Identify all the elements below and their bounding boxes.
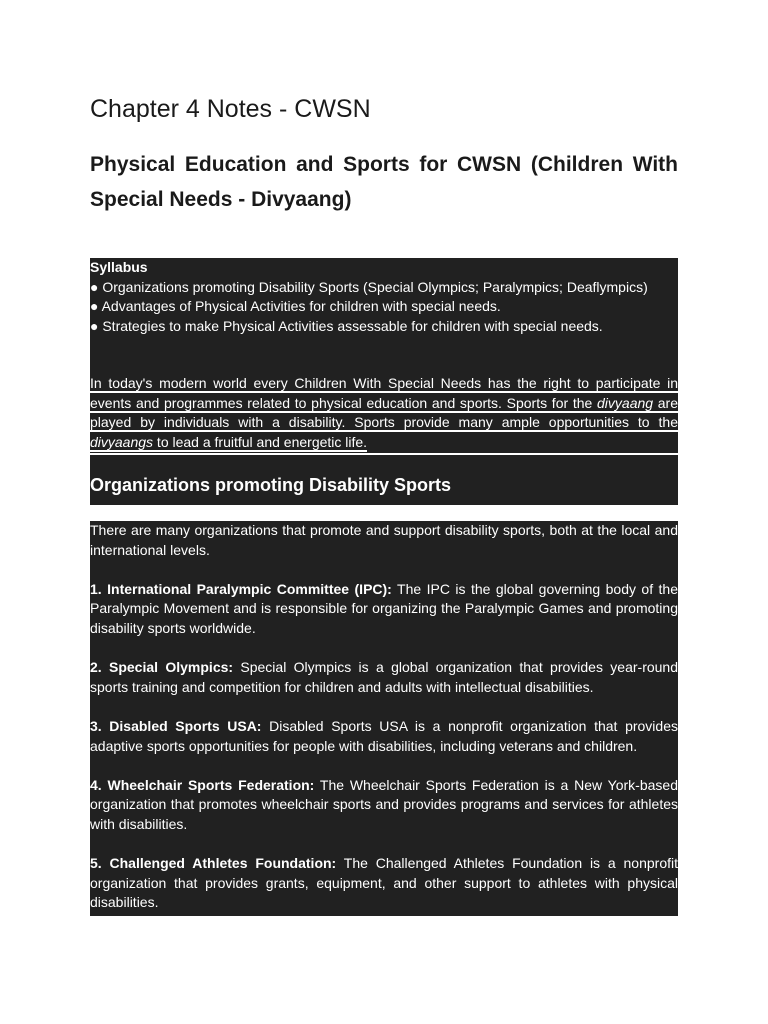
org-entry <box>90 776 678 835</box>
section-heading: Organizations promoting Disability Sports <box>90 475 452 495</box>
intro-emphasis: divyaangs <box>90 433 154 450</box>
intro-text: to lead a fruitful and energetic life. <box>153 433 368 450</box>
org-name: 4. Wheelchair Sports Federation: <box>90 776 315 793</box>
org-desc: Special Olympics is a global organization that provides year-round sports training and competition for children and adults with intellectual disabilities. <box>90 659 679 695</box>
intro-text: In today's modern world every Children With Special Needs has the right to participate in events and programmes related to physical education and sports. Sports for the <box>90 375 678 411</box>
org-entry <box>90 717 678 756</box>
org-entry <box>90 658 678 697</box>
organizations-block <box>90 521 678 916</box>
intro-paragraph <box>90 374 678 452</box>
org-desc: The Challenged Athletes Foundation is a nonprofit organization that provides grants, equipment, and other support to athletes with physical disabilities. <box>90 855 678 911</box>
syllabus-heading: Syllabus <box>90 259 148 275</box>
page-title: Chapter 4 Notes - CWSN <box>90 95 371 123</box>
org-desc: The IPC is the global governing body of the Paralympic Movement and is responsible for organizing the Paralympic Games and promoting disability sports worldwide. <box>90 580 679 636</box>
intro-text: are played by individuals with a disability. Sports provide many ample opportunities to the <box>90 394 678 431</box>
org-name: 2. Special Olympics: <box>90 659 234 676</box>
section-intro: There are many organizations that promote and support disability sports, both at the local and international levels. <box>90 522 678 558</box>
org-name: 1. International Paralympic Committee (IPC): <box>90 580 392 597</box>
section-heading-bar <box>90 455 678 505</box>
intro-emphasis: divyaang <box>597 394 654 411</box>
org-name: 3. Disabled Sports USA: <box>90 717 262 734</box>
syllabus-block <box>90 258 678 453</box>
syllabus-item: ● Organizations promoting Disability Sports (Special Olympics; Paralympics; Deaflympics) <box>90 278 648 295</box>
org-name: 5. Challenged Athletes Foundation: <box>90 855 337 872</box>
org-entry <box>90 854 678 913</box>
syllabus-item: ● Strategies to make Physical Activities assessable for children with special needs. <box>90 317 603 334</box>
org-desc: Disabled Sports USA is a nonprofit organization that provides adaptive sports opportunities for people with disabilities, including veterans and children. <box>90 717 678 754</box>
org-entry <box>90 580 678 639</box>
syllabus-item: ● Advantages of Physical Activities for children with special needs. <box>90 298 501 315</box>
org-desc: The Wheelchair Sports Federation is a New York-based organization that promotes wheelchair sports and provides programs and services for athletes with disabilities. <box>90 776 678 832</box>
intro-highlight <box>90 375 678 451</box>
page-subtitle: Physical Education and Sports for CWSN (Children With Special Needs - Divyaang) <box>90 153 678 211</box>
